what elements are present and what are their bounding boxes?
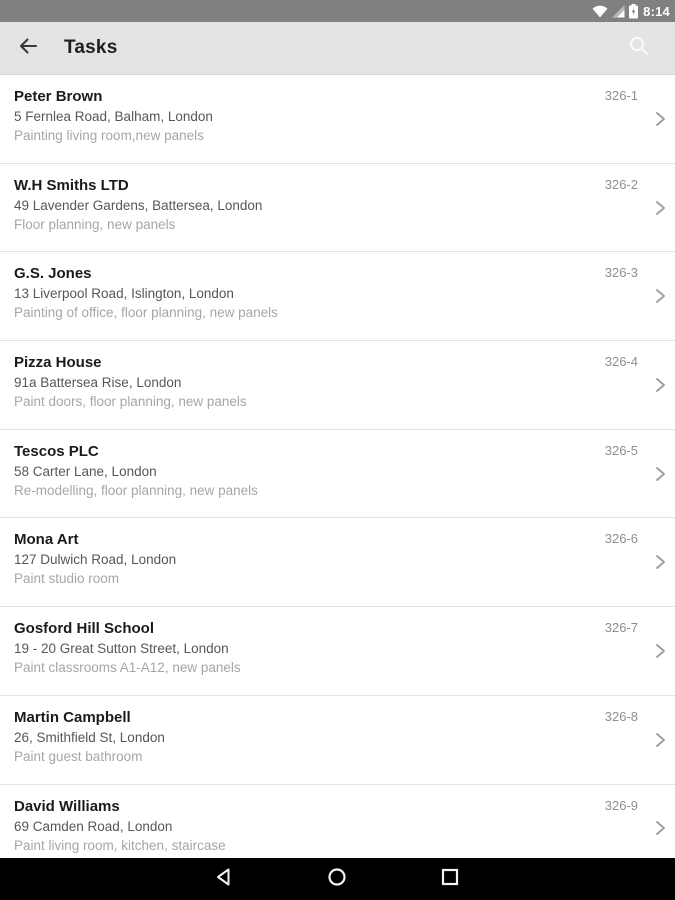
search-icon	[628, 35, 650, 62]
task-name: Martin Campbell	[14, 708, 131, 726]
chevron-right-icon	[650, 198, 670, 218]
chevron-right-icon	[650, 730, 670, 750]
nav-recents-button[interactable]	[415, 858, 485, 900]
battery-charging-icon	[629, 4, 638, 19]
task-address: 5 Fernlea Road, Balham, London	[14, 109, 213, 124]
task-name: Peter Brown	[14, 88, 103, 105]
task-description: Painting of office, floor planning, new panels	[14, 305, 278, 321]
chevron-right-icon	[650, 464, 670, 484]
task-list-item[interactable]	[0, 164, 675, 253]
task-description: Paint studio room	[14, 571, 120, 587]
chevron-right-icon	[650, 286, 670, 306]
chevron-right-icon	[650, 818, 670, 838]
task-address: 127 Dulwich Road, London	[14, 552, 177, 568]
task-name: G.S. Jones	[14, 265, 92, 283]
recents-nav-icon	[440, 867, 460, 892]
task-address: 69 Camden Road, London	[14, 818, 173, 834]
task-list-item[interactable]	[0, 341, 675, 430]
task-list-item[interactable]	[0, 785, 675, 859]
page-title: Tasks	[64, 37, 118, 58]
task-name: Pizza House	[14, 354, 102, 372]
app-bar	[0, 22, 675, 75]
task-name: Gosford Hill School	[14, 620, 155, 638]
nav-home-button[interactable]	[302, 858, 372, 900]
navigation-bar	[0, 858, 675, 900]
status-time: 8:14	[643, 3, 670, 19]
task-name: Mona Art	[14, 531, 79, 549]
task-name: Tescos PLC	[14, 442, 99, 460]
task-description: Painting living room,new panels	[14, 128, 204, 143]
task-number: 326-8	[604, 708, 638, 724]
back-nav-icon	[215, 867, 235, 892]
task-address: 19 - 20 Great Sutton Street, London	[14, 641, 229, 657]
task-list-item[interactable]	[0, 607, 675, 696]
task-number: 326-9	[604, 797, 638, 813]
wifi-icon	[592, 4, 608, 18]
back-button[interactable]	[0, 22, 56, 75]
task-list-item[interactable]	[0, 252, 675, 341]
task-address: 58 Carter Lane, London	[14, 463, 157, 479]
task-address: 13 Liverpool Road, Islington, London	[14, 286, 234, 302]
cell-signal-icon	[612, 5, 625, 18]
task-list-item[interactable]	[0, 518, 675, 607]
task-description: Paint guest bathroom	[14, 748, 143, 764]
task-description: Paint living room, kitchen, staircase	[14, 837, 226, 853]
task-number: 326-1	[604, 88, 638, 103]
task-list-item[interactable]	[0, 430, 675, 519]
task-address: 26, Smithfield St, London	[14, 729, 165, 745]
arrow-back-icon	[17, 35, 39, 62]
nav-back-button[interactable]	[190, 858, 260, 900]
task-name: David Williams	[14, 797, 120, 815]
task-description: Paint doors, floor planning, new panels	[14, 394, 247, 410]
task-number: 326-7	[604, 620, 638, 636]
home-nav-icon	[327, 867, 347, 892]
task-name: W.H Smiths LTD	[14, 176, 129, 194]
task-description: Floor planning, new panels	[14, 216, 176, 232]
chevron-right-icon	[650, 109, 670, 129]
task-address: 49 Lavender Gardens, Battersea, London	[14, 197, 263, 213]
search-button[interactable]	[615, 22, 663, 75]
chevron-right-icon	[650, 552, 670, 572]
task-address: 91a Battersea Rise, London	[14, 375, 182, 391]
task-number: 326-5	[604, 442, 638, 458]
status-bar	[0, 0, 675, 22]
task-list[interactable]	[0, 75, 675, 858]
task-description: Paint classrooms A1-A12, new panels	[14, 660, 241, 676]
task-number: 326-3	[604, 265, 638, 281]
task-list-item[interactable]	[0, 696, 675, 785]
chevron-right-icon	[650, 375, 670, 395]
task-description: Re-modelling, floor planning, new panels	[14, 482, 258, 498]
task-number: 326-6	[604, 531, 638, 547]
task-list-item[interactable]	[0, 75, 675, 164]
task-number: 326-4	[604, 354, 638, 370]
chevron-right-icon	[650, 641, 670, 661]
task-number: 326-2	[604, 176, 638, 192]
